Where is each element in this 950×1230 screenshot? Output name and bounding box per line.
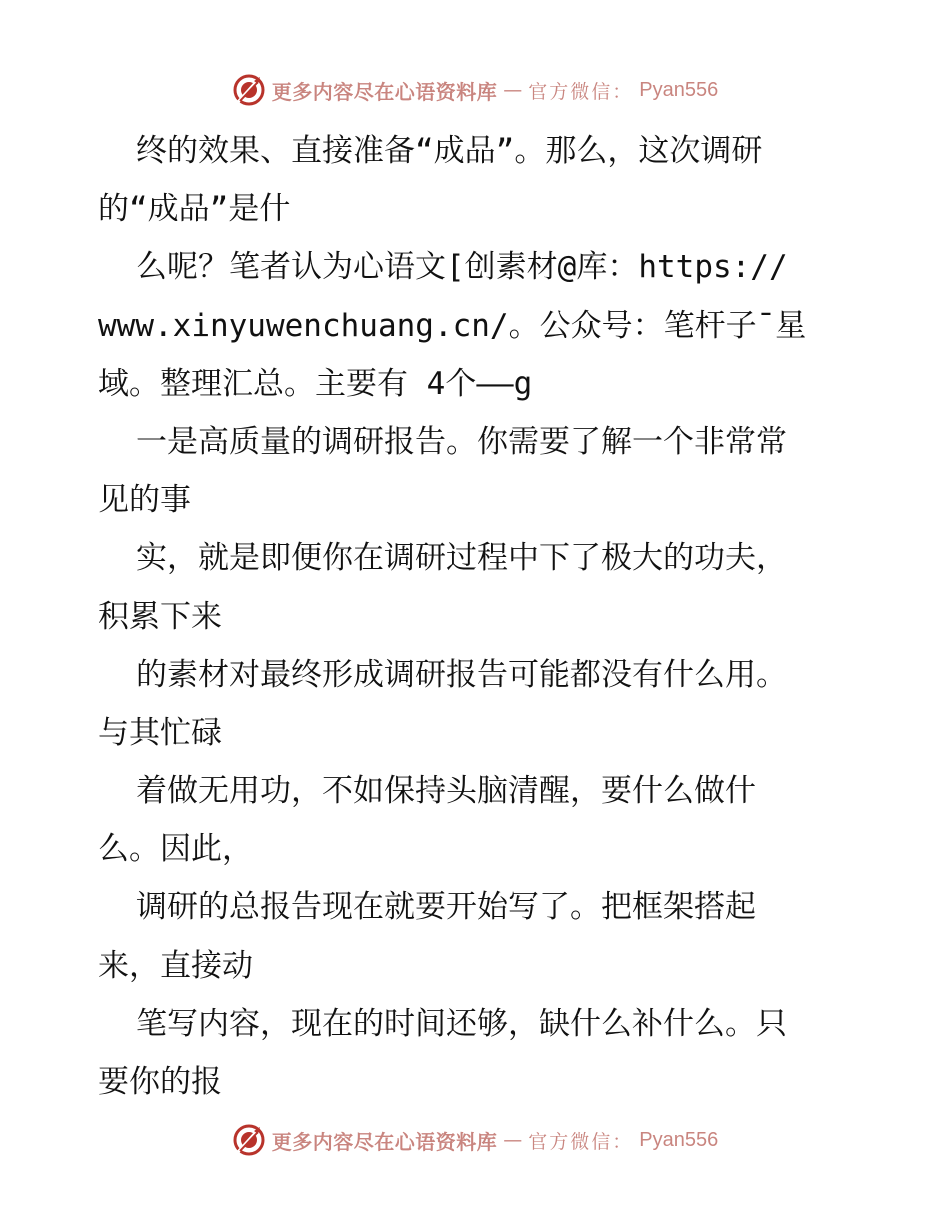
banner-official-label: 官方微信： [528, 80, 634, 103]
banner-main-text: 更多内容尽在心语资料库 [271, 1129, 498, 1154]
text-line: 笔写内容，现在的时间还够，缺什么补什么。只 [136, 1005, 787, 1042]
brand-logo-icon [232, 73, 266, 107]
text-line: 的素材对最终形成调研报告可能都没有什么用。 [136, 656, 787, 693]
banner-wechat-id: Pyan556 [639, 78, 719, 101]
text-line: 着做无用功，不如保持头脑清醒，要什么做什 [136, 773, 756, 810]
banner-main-text: 更多内容尽在心语资料库 [271, 79, 498, 104]
text-line: www.xinyuwenchuang.cn/。公众号：笔杆子¯星 [98, 307, 807, 344]
header-banner [0, 70, 950, 110]
text-line: 积累下来 [98, 598, 222, 635]
text-line: 么。因此， [98, 831, 253, 868]
text-line: 来，直接动 [98, 947, 253, 984]
text-line: 实，就是即便你在调研过程中下了极大的功夫， [136, 540, 787, 577]
text-line: 见的事 [98, 482, 191, 519]
banner-separator: — [503, 1129, 523, 1151]
banner-official-label: 官方微信： [528, 1130, 634, 1153]
text-line: 终的效果、直接准备“成品”。那么，这次调研 [136, 133, 763, 169]
text-line: 与其忙碌 [98, 714, 222, 751]
text-line: 域。整理汇总。主要有 4个——g [98, 365, 533, 402]
text-line: 的“成品”是什 [98, 191, 291, 228]
text-line: 调研的总报告现在就要开始写了。把框架搭起 [136, 889, 756, 926]
banner-wechat-id: Pyan556 [639, 1128, 719, 1151]
text-line: 要你的报 [98, 1064, 222, 1100]
brand-logo-icon [232, 1123, 266, 1157]
body-text [98, 122, 868, 1111]
banner-separator: — [503, 79, 523, 101]
text-line: 么呢？笔者认为心语文[创素材@库：https:// [136, 249, 788, 286]
footer-banner [0, 1120, 950, 1160]
text-line: 一是高质量的调研报告。你需要了解一个非常常 [136, 423, 787, 460]
